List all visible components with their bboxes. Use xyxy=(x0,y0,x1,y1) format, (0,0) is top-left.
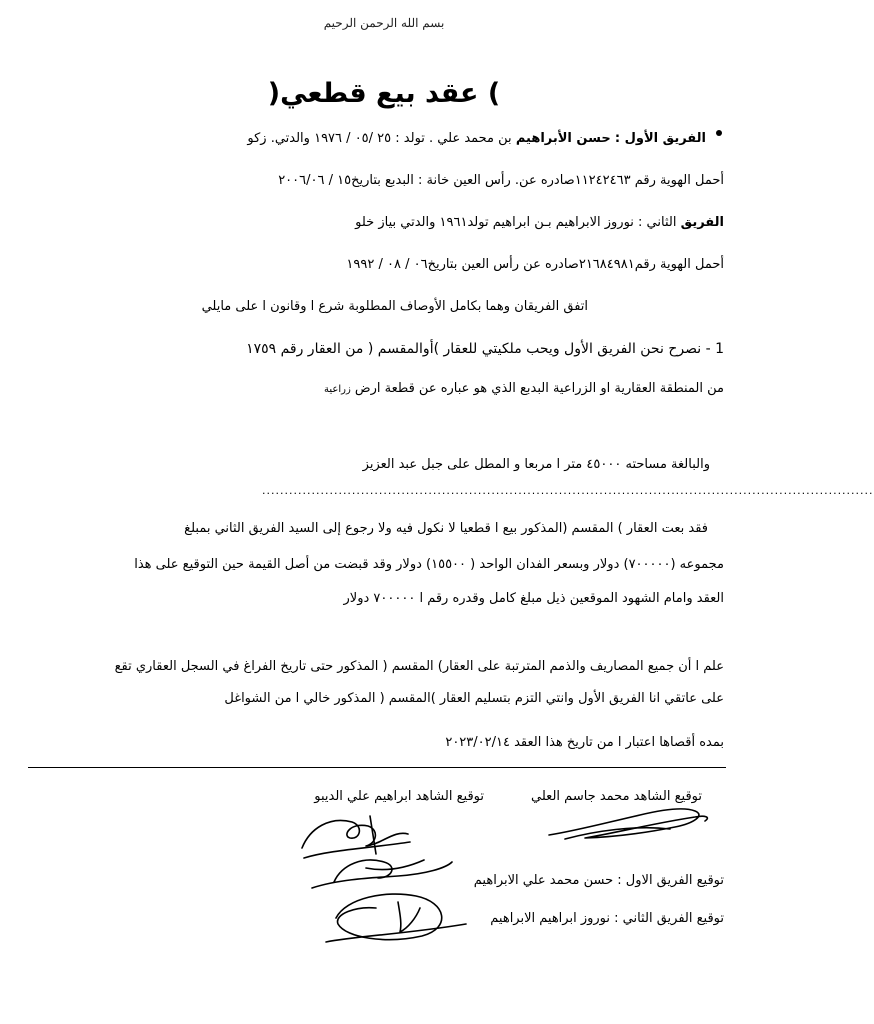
clause1-line2 xyxy=(324,380,724,399)
notice-line3: بمده أقصاها اعتبار ا من تاريخ هذا العقد ٢٠٢٣/٠٢/١٤ xyxy=(445,735,724,750)
notice-line1: علم ا أن جميع المصاريف والذمم المترتبة على العقار) المقسم ( المذكور حتى تاريخ الفراغ في السجل العقاري تقع xyxy=(114,659,724,674)
party1-details: بن محمد علي . تولد : ٢٥ /٠٥ / ١٩٧٦ والدتي. زكو xyxy=(247,131,512,146)
witness1-signature-icon xyxy=(545,805,715,845)
basmala: بسم الله الرحمن الرحيم xyxy=(323,16,445,30)
sale-line1: فقد بعت العقار ) المقسم (المذكور بيع ا قطعيا لا نكول فيه ولا رجوع إلى السيد الفريق الثاني بمبلغ xyxy=(184,521,708,536)
party2-signature-label: توقيع الفريق الثاني : نوروز ابراهيم الابراهيم xyxy=(490,911,724,926)
party1-line xyxy=(247,130,706,148)
clause1-line1: 1 - نصرح نحن الفريق الأول ويحب ملكيتي للعقار )أوالمقسم ( من العقار رقم ١٧٥٩ xyxy=(246,341,724,357)
sale-line2: مجموعه (٧٠٠٠٠٠) دولار وبسعر الفدان الواحد ( ١٥٥٠٠) دولار وقد قبضت من أصل القيمة حين التوقيع على هذا xyxy=(134,557,724,572)
contract-title: ) عقد بيع قطعي( xyxy=(267,78,501,109)
clause1-line2-text: من المنطقة العقارية او الزراعية البدبع الذي هو عباره عن قطعة ارض xyxy=(350,381,724,396)
party1-signature-label: توقيع الفريق الاول : حسن محمد علي الابراهيم xyxy=(473,873,724,888)
area-line: والبالغة مساحته ٤٥٠٠٠ متر ا مربعا و المطل على جبل عبد العزيز xyxy=(362,457,710,472)
divider-line xyxy=(28,767,726,768)
agreement-line: اتفق الفريقان وهما بكامل الأوصاف المطلوبة شرع ا وقانون ا على مايلي xyxy=(201,299,588,314)
witness1-signature-label: توقيع الشاهد محمد جاسم العلي xyxy=(531,789,702,804)
dotted-separator: ........................................................................................................................................ xyxy=(262,484,874,497)
party2-details: الثاني : نوروز الابراهيم بـن ابراهيم تولد١٩٦١ والدتي بياز خلو xyxy=(355,215,681,230)
bullet-icon xyxy=(716,130,722,136)
party2-signature-icon xyxy=(316,888,476,948)
sale-line3: العقد وامام الشهود الموقعين ذيل مبلغ كامل وقدره رقم ا ٧٠٠٠٠٠ دولار xyxy=(343,591,724,606)
party2-id-line: أحمل الهوية رقم٢١٦٨٤٩٨١صادره عن رأس العين بتاريخ٠٦ / ٠٨ / ١٩٩٢ xyxy=(346,257,724,272)
clause1-line2-small: زراعية xyxy=(324,384,351,395)
party1-name: حسن الأبراهيم xyxy=(515,131,611,146)
notice-line2: على عاتقي انا الفريق الأول وانتي التزم بتسليم العقار )المقسم ( المذكور خالي ا من الشواغل xyxy=(224,691,724,706)
party1-id-line: أحمل الهوية رقم ١١٢٤٢٤٦٣صادره عن. رأس العين خانة : البدبع بتاريخ١٥ / ٢٠٠٦/٠٦ xyxy=(278,173,724,188)
party2-line xyxy=(355,214,724,232)
party2-label: الفريق xyxy=(680,215,724,230)
witness2-signature-label: توقيع الشاهد ابراهيم علي الديبو xyxy=(314,789,484,804)
party1-label: الفريق الأول : xyxy=(614,131,706,146)
